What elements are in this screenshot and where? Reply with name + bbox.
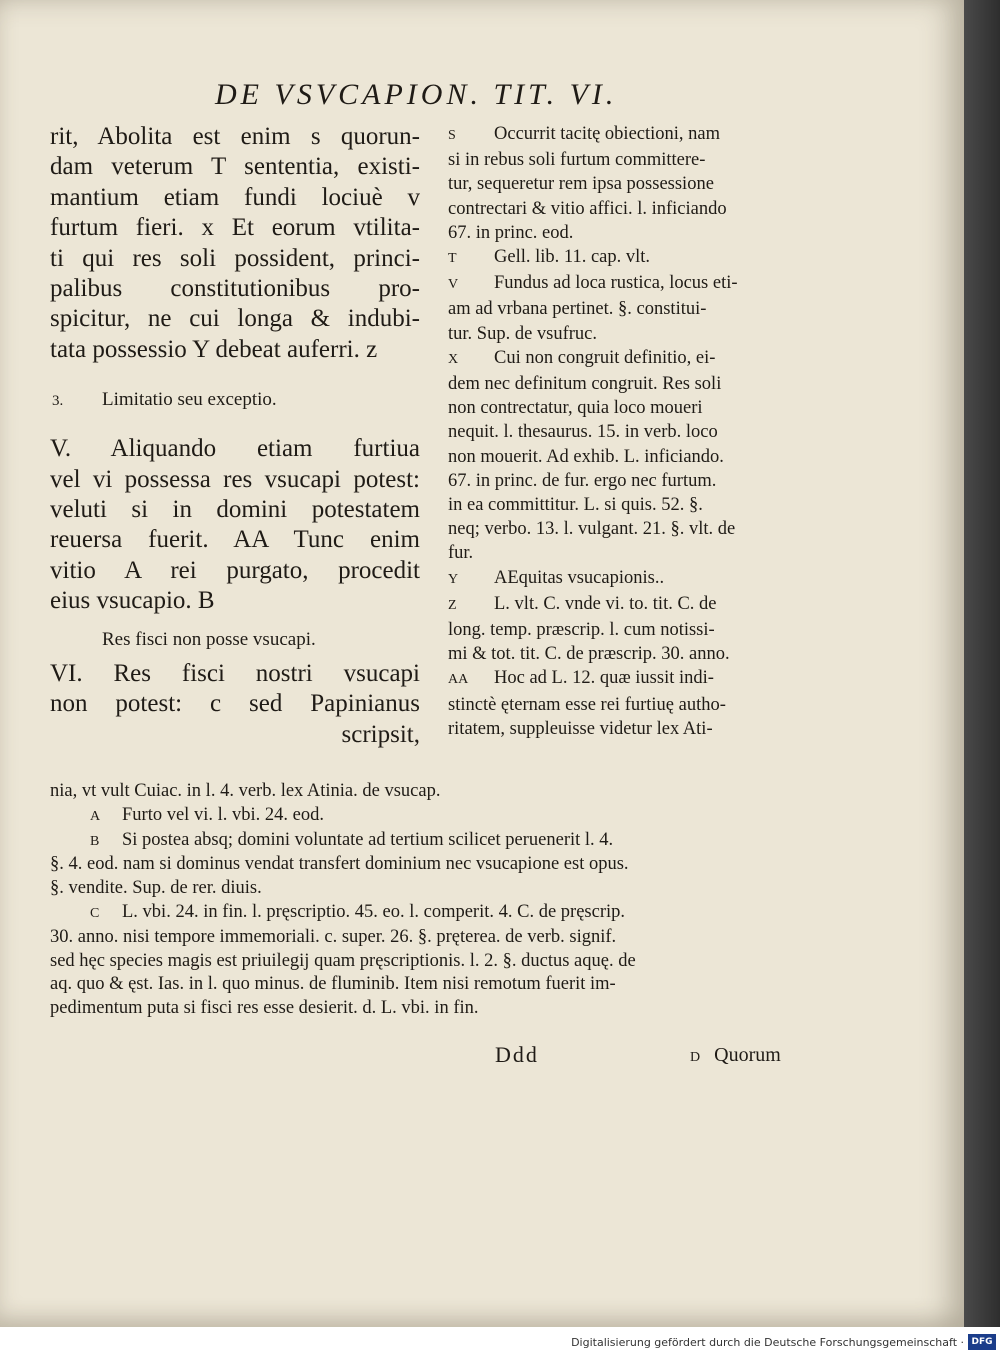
marginal-note bbox=[448, 271, 818, 346]
note-line bbox=[448, 493, 818, 517]
footnote-marker: A bbox=[90, 808, 101, 824]
note-marker: S bbox=[448, 128, 456, 143]
paragraph-v bbox=[50, 434, 420, 616]
footnote-list bbox=[50, 804, 820, 1021]
note-text: tur, sequeretur rem ipsa possessione bbox=[448, 174, 714, 195]
footnotes-block bbox=[50, 780, 820, 1021]
marginal-note bbox=[448, 566, 818, 592]
footnote-text: §. vendite. Sup. de rer. diuis. bbox=[50, 878, 262, 899]
text-line: scripsit, bbox=[341, 720, 420, 748]
book-edge bbox=[964, 0, 1000, 1327]
text-line: mantium etiam fundi lociuè v bbox=[50, 183, 420, 211]
footnote-text: §. 4. eod. nam si dominus vendat transfert dominium nec vsucapione est opus. bbox=[50, 854, 629, 875]
text-line: vitio A rei purgato, procedit bbox=[50, 556, 420, 584]
note-text: Hoc ad L. 12. quæ iussit indi- bbox=[494, 668, 714, 689]
continuation-line: nia, vt vult Cuiac. in l. 4. verb. lex Atinia. de vsucap. bbox=[50, 781, 441, 801]
text-line: ti qui res soli possident, princi- bbox=[50, 244, 420, 272]
marginal-note bbox=[448, 666, 818, 741]
marginal-note bbox=[448, 592, 818, 667]
footnote-line bbox=[50, 877, 820, 901]
catchword-text: Quorum bbox=[714, 1044, 781, 1066]
note-line bbox=[448, 420, 818, 444]
note-text: si in rebus soli furtum committere- bbox=[448, 150, 706, 171]
note-marker: T bbox=[448, 251, 457, 267]
footnote-line bbox=[50, 804, 820, 829]
note-text: dem nec definitum congruit. Res soli bbox=[448, 374, 722, 395]
text-line: reuersa fuerit. AA Tunc enim bbox=[50, 526, 420, 554]
note-text: long. temp. præscrip. l. cum notissi- bbox=[448, 620, 715, 641]
marginal-notes-column bbox=[448, 122, 818, 741]
note-line bbox=[448, 271, 818, 297]
note-text: tur. Sup. de vsufruc. bbox=[448, 323, 598, 344]
paragraph-vi bbox=[50, 659, 420, 750]
note-line bbox=[448, 221, 818, 245]
note-line bbox=[448, 618, 818, 642]
note-text: in ea committitur. L. si quis. 52. §. bbox=[448, 495, 703, 516]
marginal-note bbox=[448, 346, 818, 566]
footnote-line bbox=[50, 926, 820, 950]
note-line bbox=[448, 566, 818, 592]
signature-mark: Ddd bbox=[495, 1042, 539, 1067]
note-line bbox=[448, 396, 818, 420]
note-marker: V bbox=[448, 277, 459, 293]
note-line bbox=[448, 445, 818, 469]
footnote-line bbox=[50, 950, 820, 974]
section-heading-fisci: Res fisci non posse vsucapi. bbox=[102, 628, 316, 650]
footnote-text: Furto vel vi. l. vbi. 24. eod. bbox=[122, 804, 324, 825]
note-marker: X bbox=[448, 351, 459, 367]
footnote-line bbox=[50, 973, 820, 997]
note-line bbox=[448, 297, 818, 321]
heading-number: 3. bbox=[52, 393, 64, 410]
running-header: DE VSVCAPION. TIT. VI. bbox=[215, 78, 618, 111]
note-text: ritatem, suppleuisse videtur lex Ati- bbox=[448, 718, 713, 739]
text-line: palibus constitutionibus pro- bbox=[50, 275, 420, 303]
note-text: neq; verbo. 13. l. vulgant. 21. §. vlt. de bbox=[448, 519, 736, 540]
note-text: fur. bbox=[448, 543, 474, 564]
note-line bbox=[448, 693, 818, 717]
note-marker: Z bbox=[448, 597, 457, 613]
text-line: eius vsucapio. B bbox=[50, 587, 215, 615]
note-text: am ad vrbana pertinet. §. constitui- bbox=[448, 299, 707, 320]
catchword-marker: D bbox=[690, 1050, 701, 1065]
footnote-text: pedimentum puta si fisci res esse desierit. d. L. vbi. in fin. bbox=[50, 998, 479, 1019]
note-line bbox=[448, 541, 818, 565]
footnote-text: aq. quo & ęst. Ias. in l. quo minus. de fluminib. Item nisi remotum fuerit im- bbox=[50, 974, 616, 995]
note-line bbox=[448, 592, 818, 618]
note-text: non mouerit. Ad exhib. L. inficiando. bbox=[448, 446, 724, 467]
section-heading-3 bbox=[50, 387, 420, 414]
note-line bbox=[448, 717, 818, 741]
text-line: V. Aliquando etiam furtiua bbox=[50, 435, 420, 463]
paragraph-continuation bbox=[50, 122, 420, 365]
note-line bbox=[448, 122, 818, 148]
footnote-line bbox=[50, 829, 820, 854]
note-text: 67. in princ. de fur. ergo nec furtum. bbox=[448, 470, 717, 491]
footer-credit: Digitalisierung gefördert durch die Deutsche Forschungsgemeinschaft · bbox=[571, 1336, 964, 1349]
note-text: stinctè ęternam esse rei furtiuę autho- bbox=[448, 694, 726, 715]
text-line: non potest: c sed Papinianus bbox=[50, 690, 420, 718]
note-line bbox=[448, 666, 818, 692]
note-line bbox=[448, 197, 818, 221]
note-text: Gell. lib. 11. cap. vlt. bbox=[494, 247, 651, 268]
note-line bbox=[448, 148, 818, 172]
note-text: non contrectatur, quia loco moueri bbox=[448, 398, 703, 419]
footnote-line bbox=[50, 853, 820, 877]
text-line: rit, Abolita est enim s quorun- bbox=[50, 123, 420, 150]
catchword bbox=[690, 1044, 781, 1067]
text-line: VI. Res fisci nostri vsucapi bbox=[50, 659, 420, 687]
note-line bbox=[448, 245, 818, 271]
note-text: Fundus ad loca rustica, locus eti- bbox=[494, 273, 738, 294]
note-marker: Y bbox=[448, 571, 459, 587]
text-line: spicitur, ne cui longa & indubi- bbox=[50, 305, 420, 333]
note-text: mi & tot. tit. C. de præscrip. 30. anno. bbox=[448, 644, 730, 665]
note-text: Occurrit tacitę obiectioni, nam bbox=[494, 124, 721, 144]
footnote-text: 30. anno. nisi tempore immemoriali. c. super. 26. §. pręterea. de verb. signif. bbox=[50, 926, 617, 947]
footnote-line bbox=[50, 901, 820, 926]
note-text: contrectari & vitio affici. l. inficiando bbox=[448, 198, 727, 219]
text-line: tata possessio Y debeat auferri. z bbox=[50, 335, 378, 363]
note-line bbox=[448, 642, 818, 666]
note-line bbox=[448, 322, 818, 346]
footnote-text: L. vbi. 24. in fin. l. pręscriptio. 45. eo. l. comperit. 4. C. de pręscrip. bbox=[122, 901, 625, 922]
heading-text: Limitatio seu exceptio. bbox=[102, 389, 277, 411]
main-text-column bbox=[50, 122, 420, 750]
note-text: Cui non congruit definitio, ei- bbox=[494, 347, 716, 368]
footnote-text: Si postea absq; domini voluntate ad tertium scilicet peruenerit l. 4. bbox=[122, 829, 614, 850]
marginal-note bbox=[448, 122, 818, 245]
note-line bbox=[448, 469, 818, 493]
footnote-line bbox=[50, 997, 820, 1021]
text-line: furtum fieri. x Et eorum vtilita- bbox=[50, 214, 420, 242]
note-line bbox=[448, 346, 818, 372]
text-line: vel vi possessa res vsucapi potest: bbox=[50, 465, 420, 493]
footnote-text: sed hęc species magis est priuilegij quam pręscriptionis. l. 2. §. ductus aquę. de bbox=[50, 950, 636, 971]
footnote-marker: B bbox=[90, 833, 100, 849]
note-marker: AA bbox=[448, 672, 469, 688]
note-line bbox=[448, 172, 818, 196]
marginal-note bbox=[448, 245, 818, 271]
note-text: nequit. l. thesaurus. 15. in verb. loco bbox=[448, 422, 718, 443]
note-line bbox=[448, 372, 818, 396]
note-line bbox=[448, 517, 818, 541]
dfg-logo: DFG bbox=[968, 1334, 996, 1350]
footnote-marker: C bbox=[90, 905, 100, 921]
note-text: 67. in princ. eod. bbox=[448, 222, 574, 243]
note-text: AEquitas vsucapionis.. bbox=[494, 567, 665, 588]
note-text: L. vlt. C. vnde vi. to. tit. C. de bbox=[494, 593, 717, 614]
text-line: dam veterum T sententia, existi- bbox=[50, 153, 420, 181]
text-line: veluti si in domini potestatem bbox=[50, 496, 420, 524]
